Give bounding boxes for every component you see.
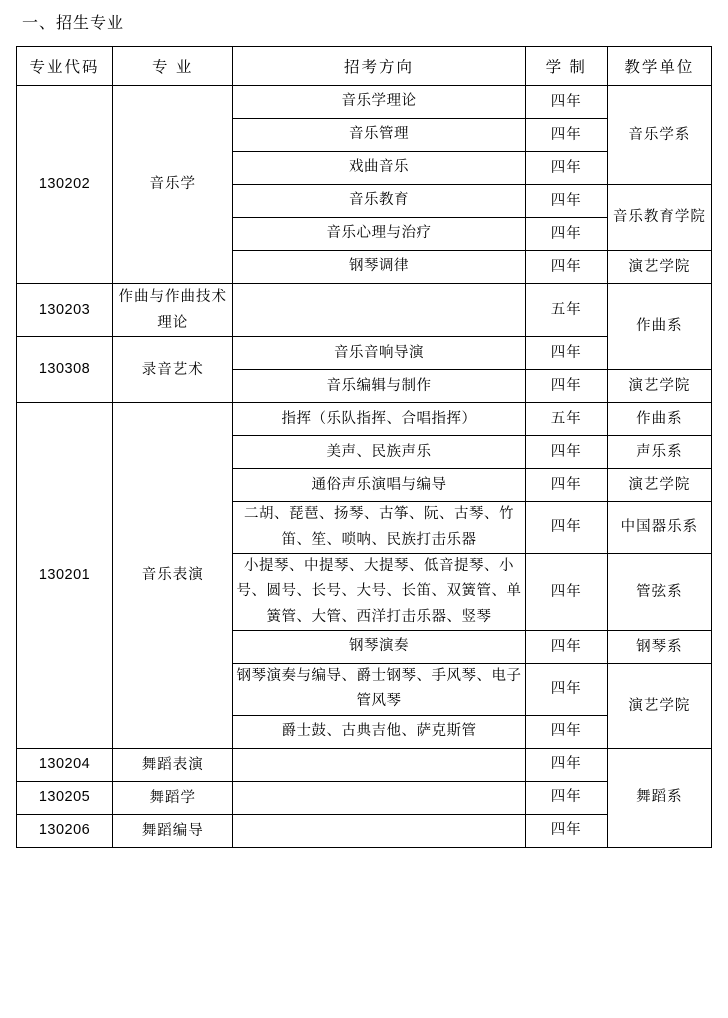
- cell-teaching-unit: 舞蹈系: [607, 748, 711, 847]
- cell-major-code: 130204: [17, 748, 113, 781]
- cell-direction: 钢琴调律: [233, 251, 525, 284]
- cell-direction: [233, 748, 525, 781]
- table-header: [17, 47, 712, 86]
- cell-major-code: 130202: [17, 86, 113, 284]
- cell-teaching-unit: 中国器乐系: [607, 502, 711, 554]
- cell-program-length: 四年: [525, 185, 607, 218]
- cell-direction: 音乐编辑与制作: [233, 370, 525, 403]
- cell-teaching-unit: 演艺学院: [607, 251, 711, 284]
- cell-program-length: 四年: [525, 119, 607, 152]
- table-row: [17, 814, 712, 847]
- cell-direction: 音乐心理与治疗: [233, 218, 525, 251]
- table-row: [17, 337, 712, 370]
- cell-program-length: 四年: [525, 152, 607, 185]
- cell-teaching-unit: 钢琴系: [607, 631, 711, 664]
- table-row: [17, 781, 712, 814]
- cell-teaching-unit: 音乐学系: [607, 86, 711, 185]
- column-header-unit: 教学单位: [607, 47, 711, 86]
- cell-direction: [233, 781, 525, 814]
- cell-direction: 钢琴演奏与编导、爵士钢琴、手风琴、电子管风琴: [233, 664, 525, 716]
- cell-direction: 指挥（乐队指挥、合唱指挥）: [233, 403, 525, 436]
- cell-major-name: 舞蹈表演: [113, 748, 233, 781]
- cell-direction: 音乐教育: [233, 185, 525, 218]
- cell-direction: 通俗声乐演唱与编导: [233, 469, 525, 502]
- cell-program-length: 四年: [525, 715, 607, 748]
- table-row: [17, 284, 712, 337]
- table-row: [17, 403, 712, 436]
- cell-program-length: 四年: [525, 218, 607, 251]
- column-header-major: 专 业: [113, 47, 233, 86]
- cell-major-code: 130308: [17, 337, 113, 403]
- cell-major-name: 作曲与作曲技术理论: [113, 284, 233, 337]
- admissions-majors-table: [16, 46, 712, 848]
- cell-program-length: 四年: [525, 814, 607, 847]
- cell-major-name: 音乐学: [113, 86, 233, 284]
- cell-direction: 音乐管理: [233, 119, 525, 152]
- cell-teaching-unit: 作曲系: [607, 403, 711, 436]
- cell-program-length: 四年: [525, 553, 607, 630]
- cell-program-length: 四年: [525, 251, 607, 284]
- cell-teaching-unit: 演艺学院: [607, 370, 711, 403]
- table-body: [17, 86, 712, 848]
- cell-direction: 二胡、琵琶、扬琴、古筝、阮、古琴、竹笛、笙、唢呐、民族打击乐器: [233, 502, 525, 554]
- cell-major-name: 舞蹈学: [113, 781, 233, 814]
- cell-major-code: 130201: [17, 403, 113, 749]
- cell-major-code: 130206: [17, 814, 113, 847]
- cell-program-length: 四年: [525, 631, 607, 664]
- cell-direction: [233, 814, 525, 847]
- cell-major-name: 录音艺术: [113, 337, 233, 403]
- cell-teaching-unit: 管弦系: [607, 553, 711, 630]
- table-row: [17, 748, 712, 781]
- cell-direction: 音乐音响导演: [233, 337, 525, 370]
- cell-program-length: 四年: [525, 469, 607, 502]
- cell-teaching-unit: 作曲系: [607, 284, 711, 370]
- cell-teaching-unit: 演艺学院: [607, 664, 711, 749]
- cell-program-length: 五年: [525, 403, 607, 436]
- cell-teaching-unit: 音乐教育学院: [607, 185, 711, 251]
- cell-major-name: 舞蹈编导: [113, 814, 233, 847]
- cell-direction: 小提琴、中提琴、大提琴、低音提琴、小号、圆号、长号、大号、长笛、双簧管、单簧管、大管、西洋打击乐器、竖琴: [233, 553, 525, 630]
- cell-major-code: 130205: [17, 781, 113, 814]
- table-header-row: [17, 47, 712, 86]
- cell-program-length: 四年: [525, 748, 607, 781]
- cell-teaching-unit: 演艺学院: [607, 469, 711, 502]
- cell-program-length: 四年: [525, 436, 607, 469]
- cell-direction: [233, 284, 525, 337]
- cell-major-code: 130203: [17, 284, 113, 337]
- column-header-direction: 招考方向: [233, 47, 525, 86]
- column-header-length: 学 制: [525, 47, 607, 86]
- table-row: [17, 86, 712, 119]
- cell-direction: 美声、民族声乐: [233, 436, 525, 469]
- cell-direction: 爵士鼓、古典吉他、萨克斯管: [233, 715, 525, 748]
- cell-program-length: 四年: [525, 86, 607, 119]
- cell-major-name: 音乐表演: [113, 403, 233, 749]
- cell-program-length: 五年: [525, 284, 607, 337]
- cell-direction: 戏曲音乐: [233, 152, 525, 185]
- cell-direction: 钢琴演奏: [233, 631, 525, 664]
- cell-program-length: 四年: [525, 664, 607, 716]
- cell-program-length: 四年: [525, 370, 607, 403]
- cell-program-length: 四年: [525, 337, 607, 370]
- column-header-code: 专业代码: [17, 47, 113, 86]
- cell-direction: 音乐学理论: [233, 86, 525, 119]
- cell-program-length: 四年: [525, 502, 607, 554]
- page-title: 一、招生专业: [22, 15, 125, 32]
- cell-teaching-unit: 声乐系: [607, 436, 711, 469]
- cell-program-length: 四年: [525, 781, 607, 814]
